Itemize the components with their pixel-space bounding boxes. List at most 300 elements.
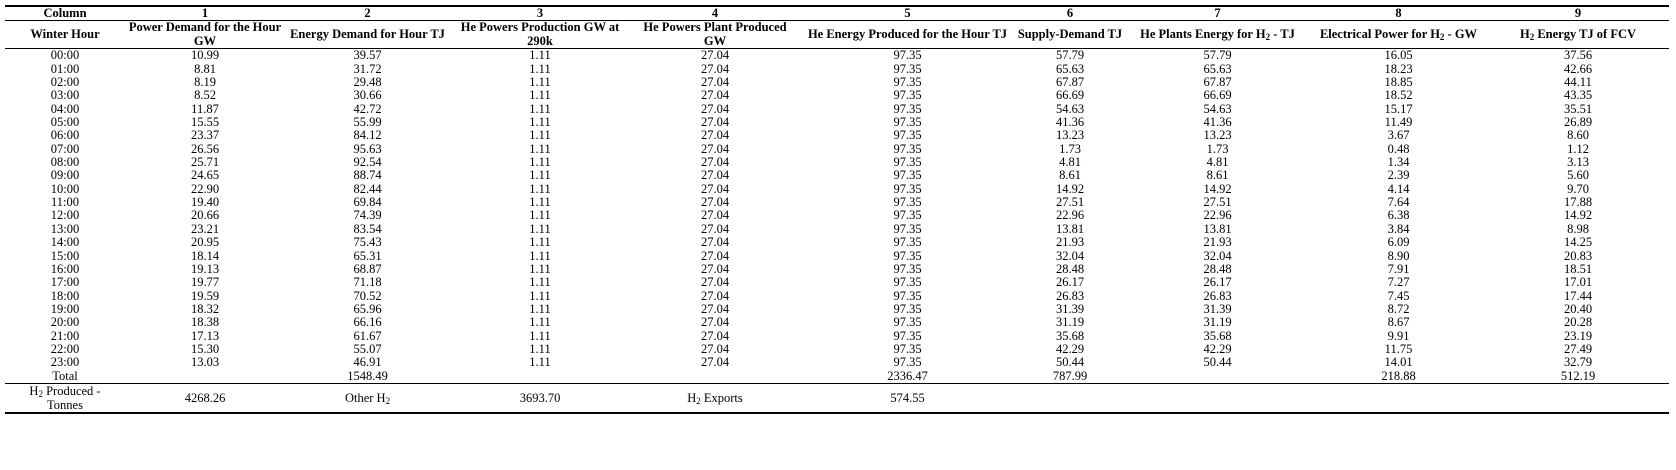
value-cell: 8.60: [1567, 129, 1589, 143]
column-header: [1015, 21, 1125, 49]
hour-cell: 18:00: [50, 289, 80, 303]
table-row: [5, 156, 1669, 169]
value-cell: 27.04: [700, 329, 730, 343]
column-number: 1: [125, 6, 285, 21]
value-cell: 95.63: [353, 142, 382, 156]
hour-cell: 08:00: [50, 156, 80, 170]
value-cell: 10.99: [190, 48, 220, 63]
value-cell: 67.87: [1203, 76, 1232, 90]
hour-cell: 11:00: [50, 196, 79, 210]
column-header-text: - TJ: [1270, 27, 1295, 42]
value-cell: 18.23: [1384, 62, 1413, 76]
hour-cell: 14:00: [50, 236, 80, 250]
value-cell: 31.19: [1055, 316, 1085, 330]
value-cell: 42.29: [1055, 342, 1085, 356]
total-energy-demand: 1548.49: [285, 370, 450, 384]
value-cell: 8.72: [1387, 302, 1410, 316]
subscript: 2: [1265, 32, 1271, 43]
h2-produced-label: $H_2$ Produced - Tonnes: [5, 383, 125, 413]
hour-cell: 00:00: [50, 48, 80, 63]
page: [5, 5, 1669, 414]
column-number: 7: [1125, 6, 1310, 21]
table-row: [5, 143, 1669, 156]
value-cell: 1.73: [1059, 142, 1081, 156]
value-cell: 66.69: [1203, 89, 1232, 103]
value-cell: 15.30: [190, 342, 220, 356]
value-cell: 26.83: [1055, 289, 1085, 303]
table-row: [5, 169, 1669, 182]
total-label: Total: [5, 370, 125, 384]
value-cell: 46.91: [353, 356, 382, 370]
value-cell: 65.96: [353, 302, 382, 316]
value-cell: 97.35: [893, 329, 922, 343]
value-cell: 13.23: [1203, 129, 1232, 143]
value-cell: 7.45: [1387, 289, 1410, 303]
hour-cell: 19:00: [50, 302, 80, 316]
value-cell: 74.39: [353, 209, 382, 223]
value-cell: 13.81: [1203, 222, 1232, 236]
subscript: 2: [1529, 32, 1535, 43]
value-cell: 21.93: [1055, 236, 1085, 250]
value-cell: 97.35: [893, 116, 922, 130]
table-row: [5, 250, 1669, 263]
value-cell: 8.61: [1206, 169, 1229, 183]
value-cell: 68.87: [353, 262, 382, 276]
value-cell: 6.38: [1387, 209, 1410, 223]
value-cell: 1.11: [529, 116, 551, 130]
value-cell: 35.68: [1055, 329, 1085, 343]
hour-cell: 22:00: [50, 342, 80, 356]
table-row: [5, 290, 1669, 303]
value-cell: 19.13: [190, 262, 220, 276]
column-number: 4: [630, 6, 800, 21]
value-cell: 27.04: [700, 142, 730, 156]
value-cell: 1.11: [529, 236, 551, 250]
column-header-text: He Energy Produced for the Hour TJ: [807, 27, 1008, 42]
value-cell: 27.04: [700, 89, 730, 103]
row-label: Winter Hour: [5, 21, 125, 49]
value-cell: 18.85: [1384, 76, 1413, 90]
value-cell: 23.21: [190, 222, 220, 236]
value-cell: 8.81: [194, 62, 216, 76]
value-cell: 35.51: [1563, 102, 1593, 116]
value-cell: 17.44: [1563, 289, 1593, 303]
value-cell: 70.52: [353, 289, 382, 303]
value-cell: 8.98: [1567, 222, 1589, 236]
table-row: [5, 209, 1669, 222]
column-header: [1310, 21, 1487, 49]
value-cell: 20.83: [1563, 249, 1593, 263]
value-cell: 27.04: [700, 276, 730, 290]
value-cell: 1.11: [529, 329, 551, 343]
value-cell: 7.64: [1387, 196, 1410, 210]
value-cell: 41.36: [1203, 116, 1232, 130]
value-cell: 97.35: [893, 76, 922, 90]
value-cell: 20.40: [1563, 302, 1593, 316]
column-header-text: He Plants Energy for H: [1140, 27, 1266, 42]
value-cell: 3.13: [1567, 156, 1589, 170]
value-cell: 1.11: [529, 182, 551, 196]
value-cell: 8.90: [1387, 249, 1410, 263]
column-header-text: H: [1519, 27, 1530, 42]
h2-produced-value: 4268.26: [125, 383, 285, 413]
value-cell: 97.35: [893, 316, 922, 330]
table-row: [5, 76, 1669, 89]
value-cell: 18.52: [1384, 89, 1413, 103]
value-cell: 97.35: [893, 182, 922, 196]
value-cell: 69.84: [353, 196, 382, 210]
footer-row: [5, 383, 1669, 413]
value-cell: 11.87: [191, 102, 219, 116]
value-cell: 5.60: [1567, 169, 1589, 183]
value-cell: 1.11: [529, 196, 551, 210]
value-cell: 19.40: [190, 196, 220, 210]
value-cell: 9.91: [1387, 329, 1410, 343]
column-header: [800, 21, 1015, 49]
value-cell: 32.04: [1055, 249, 1085, 263]
value-cell: 8.52: [194, 89, 216, 103]
column-header: [630, 21, 800, 49]
value-cell: 1.11: [529, 48, 551, 63]
value-cell: 97.35: [893, 302, 922, 316]
table-row: [5, 263, 1669, 276]
value-cell: 1.11: [529, 129, 551, 143]
table-row: [5, 103, 1669, 116]
value-cell: 27.04: [700, 342, 730, 356]
value-cell: 97.35: [893, 262, 922, 276]
hour-cell: 15:00: [50, 249, 80, 263]
value-cell: 30.66: [353, 89, 382, 103]
column-header: [285, 21, 450, 49]
value-cell: 27.04: [700, 48, 730, 63]
value-cell: 97.35: [893, 276, 922, 290]
value-cell: 27.04: [700, 236, 730, 250]
value-cell: 65.31: [353, 249, 382, 263]
value-cell: 27.04: [700, 102, 730, 116]
value-cell: 27.04: [700, 76, 730, 90]
value-cell: 20.95: [190, 236, 220, 250]
hour-cell: 07:00: [50, 142, 80, 156]
value-cell: 1.11: [529, 209, 551, 223]
value-cell: 1.11: [529, 262, 551, 276]
value-cell: 13.81: [1055, 222, 1085, 236]
value-cell: 13.23: [1055, 129, 1085, 143]
value-cell: 18.38: [190, 316, 220, 330]
value-cell: 11.75: [1384, 342, 1413, 356]
table-row: [5, 343, 1669, 356]
value-cell: 26.89: [1563, 116, 1593, 130]
total-energy-produced: 2336.47: [800, 370, 1015, 384]
value-cell: 1.11: [529, 169, 551, 183]
value-cell: 26.17: [1203, 276, 1232, 290]
value-cell: 97.35: [893, 169, 922, 183]
value-cell: 97.35: [893, 236, 922, 250]
value-cell: 83.54: [353, 222, 382, 236]
table-row: [5, 316, 1669, 329]
value-cell: 7.91: [1387, 262, 1410, 276]
value-cell: 3.84: [1387, 222, 1410, 236]
hour-cell: 04:00: [50, 102, 80, 116]
value-cell: 4.81: [1206, 156, 1229, 170]
table-row: [5, 196, 1669, 209]
column-header-text: Energy TJ of FCV: [1534, 27, 1637, 42]
value-cell: 1.11: [529, 356, 551, 370]
value-cell: 27.04: [700, 196, 730, 210]
table-row: [5, 356, 1669, 369]
value-cell: 88.74: [353, 169, 382, 183]
hour-cell: 21:00: [50, 329, 80, 343]
value-cell: 31.72: [353, 62, 382, 76]
value-cell: 67.87: [1055, 76, 1085, 90]
column-header: [450, 21, 630, 49]
value-cell: 1.12: [1567, 142, 1589, 156]
value-cell: 9.70: [1567, 182, 1589, 196]
value-cell: 1.11: [529, 156, 551, 170]
value-cell: 4.14: [1387, 182, 1410, 196]
column-header-text: Supply-Demand TJ: [1017, 27, 1123, 42]
value-cell: 14.92: [1055, 182, 1085, 196]
value-cell: 19.77: [190, 276, 220, 290]
value-cell: 1.11: [529, 102, 551, 116]
value-cell: 97.35: [893, 142, 922, 156]
value-cell: 97.35: [893, 196, 922, 210]
value-cell: 3.67: [1387, 129, 1410, 143]
hour-cell: 09:00: [50, 169, 80, 183]
value-cell: 41.36: [1055, 116, 1085, 130]
value-cell: 43.35: [1563, 89, 1593, 103]
value-cell: 17.13: [190, 329, 220, 343]
value-cell: 97.35: [893, 356, 922, 370]
column-header-text: - GW: [1444, 27, 1478, 42]
total-fcv-energy: 512.19: [1487, 370, 1669, 384]
header-row: [5, 21, 1669, 49]
value-cell: 27.49: [1563, 342, 1593, 356]
value-cell: 97.35: [893, 289, 922, 303]
other-h2-label: Other $H_2$: [285, 383, 450, 413]
value-cell: 6.09: [1387, 236, 1410, 250]
value-cell: 22.96: [1055, 209, 1085, 223]
value-cell: 31.19: [1203, 316, 1232, 330]
column-number: 8: [1310, 6, 1487, 21]
value-cell: 1.11: [529, 316, 551, 330]
hour-cell: 03:00: [50, 89, 80, 103]
value-cell: 8.61: [1059, 169, 1081, 183]
value-cell: 24.65: [190, 169, 220, 183]
value-cell: 17.88: [1563, 196, 1593, 210]
other-h2-value: 3693.70: [450, 383, 630, 413]
hour-cell: 10:00: [50, 182, 80, 196]
table-row: [5, 63, 1669, 76]
value-cell: 1.11: [529, 222, 551, 236]
value-cell: 1.11: [529, 76, 551, 90]
value-cell: 20.66: [190, 209, 220, 223]
value-cell: 19.59: [190, 289, 220, 303]
value-cell: 11.49: [1384, 116, 1413, 130]
value-cell: 29.48: [353, 76, 382, 90]
value-cell: 4.81: [1059, 156, 1081, 170]
value-cell: 97.35: [893, 209, 922, 223]
value-cell: 18.51: [1563, 262, 1593, 276]
value-cell: 14.01: [1384, 356, 1413, 370]
column-header-text: Power Demand for the Hour GW: [128, 20, 282, 48]
value-cell: 1.11: [529, 342, 551, 356]
value-cell: 32.04: [1203, 249, 1232, 263]
hour-cell: 01:00: [50, 62, 80, 76]
h2-exports-value: 574.55: [800, 383, 1015, 413]
value-cell: 84.12: [353, 129, 382, 143]
value-cell: 8.67: [1387, 316, 1410, 330]
hour-cell: 20:00: [50, 316, 80, 330]
value-cell: 57.79: [1055, 48, 1085, 63]
value-cell: 14.92: [1563, 209, 1593, 223]
value-cell: 27.04: [700, 222, 730, 236]
value-cell: 27.04: [700, 169, 730, 183]
value-cell: 1.11: [529, 89, 551, 103]
data-table: [5, 5, 1669, 414]
table-row: [5, 223, 1669, 236]
table-row: [5, 89, 1669, 102]
value-cell: 27.04: [700, 356, 730, 370]
column-number-row: [5, 6, 1669, 21]
value-cell: 57.79: [1203, 48, 1232, 63]
value-cell: 27.51: [1055, 196, 1085, 210]
value-cell: 26.17: [1055, 276, 1085, 290]
value-cell: 21.93: [1203, 236, 1232, 250]
column-header-text: Electrical Power for H: [1319, 27, 1440, 42]
value-cell: 27.04: [700, 249, 730, 263]
value-cell: 42.29: [1203, 342, 1232, 356]
hour-cell: 17:00: [50, 276, 80, 290]
value-cell: 44.11: [1564, 76, 1592, 90]
value-cell: 32.79: [1563, 356, 1593, 370]
value-cell: 27.04: [700, 156, 730, 170]
value-cell: 18.32: [190, 302, 220, 316]
value-cell: 42.66: [1563, 62, 1593, 76]
value-cell: 50.44: [1055, 356, 1085, 370]
table-row: [5, 276, 1669, 289]
hour-cell: 06:00: [50, 129, 80, 143]
value-cell: 23.37: [190, 129, 220, 143]
value-cell: 0.48: [1387, 142, 1410, 156]
table-row: [5, 129, 1669, 142]
value-cell: 16.05: [1384, 48, 1413, 63]
total-row: [5, 370, 1669, 384]
value-cell: 1.11: [529, 289, 551, 303]
value-cell: 8.19: [194, 76, 216, 90]
value-cell: 1.11: [529, 302, 551, 316]
total-electrical-power: 218.88: [1310, 370, 1487, 384]
hour-cell: 05:00: [50, 116, 80, 130]
table-row: [5, 303, 1669, 316]
value-cell: 97.35: [893, 48, 922, 63]
value-cell: 92.54: [353, 156, 382, 170]
value-cell: 66.69: [1055, 89, 1085, 103]
value-cell: 65.63: [1203, 62, 1232, 76]
value-cell: 28.48: [1203, 262, 1232, 276]
column-header: [1125, 21, 1310, 49]
value-cell: 75.43: [353, 236, 382, 250]
value-cell: 50.44: [1203, 356, 1232, 370]
hour-cell: 12:00: [50, 209, 80, 223]
value-cell: 27.04: [700, 262, 730, 276]
column-label: Column: [5, 6, 125, 21]
value-cell: 97.35: [893, 62, 922, 76]
value-cell: 1.73: [1206, 142, 1229, 156]
value-cell: 26.83: [1203, 289, 1232, 303]
column-number: 2: [285, 6, 450, 21]
column-number: 5: [800, 6, 1015, 21]
value-cell: 31.39: [1055, 302, 1085, 316]
hour-cell: 13:00: [50, 222, 80, 236]
total-supply-demand: 787.99: [1015, 370, 1125, 384]
value-cell: 2.39: [1387, 169, 1410, 183]
value-cell: 20.28: [1563, 316, 1593, 330]
value-cell: 22.96: [1203, 209, 1232, 223]
value-cell: 27.04: [700, 182, 730, 196]
value-cell: 28.48: [1055, 262, 1085, 276]
table-row: [5, 183, 1669, 196]
value-cell: 55.07: [353, 342, 382, 356]
column-header: [125, 21, 285, 49]
value-cell: 27.04: [700, 289, 730, 303]
value-cell: 27.51: [1203, 196, 1232, 210]
column-number: 6: [1015, 6, 1125, 21]
value-cell: 31.39: [1203, 302, 1232, 316]
value-cell: 23.19: [1563, 329, 1593, 343]
value-cell: 15.17: [1384, 102, 1413, 116]
value-cell: 97.35: [893, 249, 922, 263]
hour-cell: 02:00: [50, 76, 80, 90]
table-body: [5, 49, 1669, 384]
value-cell: 14.92: [1203, 182, 1232, 196]
value-cell: 61.67: [353, 329, 382, 343]
value-cell: 97.35: [893, 89, 922, 103]
column-header-text: He Powers Production GW at 290k: [460, 20, 620, 48]
value-cell: 26.56: [190, 142, 220, 156]
column-number: 3: [450, 6, 630, 21]
value-cell: 97.35: [893, 342, 922, 356]
value-cell: 66.16: [353, 316, 382, 330]
value-cell: 27.04: [700, 302, 730, 316]
table-row: [5, 49, 1669, 63]
value-cell: 7.27: [1387, 276, 1410, 290]
value-cell: 97.35: [893, 102, 922, 116]
table-row: [5, 330, 1669, 343]
value-cell: 18.14: [190, 249, 220, 263]
value-cell: 27.04: [700, 116, 730, 130]
hour-cell: 16:00: [50, 262, 80, 276]
value-cell: 54.63: [1055, 102, 1085, 116]
value-cell: 1.11: [529, 249, 551, 263]
value-cell: 97.35: [893, 222, 922, 236]
value-cell: 54.63: [1203, 102, 1232, 116]
column-header: [1487, 21, 1669, 49]
value-cell: 27.04: [700, 129, 730, 143]
value-cell: 14.25: [1563, 236, 1593, 250]
value-cell: 1.11: [529, 62, 551, 76]
subscript: 2: [1439, 32, 1445, 43]
value-cell: 27.04: [700, 209, 730, 223]
value-cell: 82.44: [353, 182, 382, 196]
column-header-text: He Powers Plant Produced GW: [643, 20, 787, 48]
value-cell: 42.72: [353, 102, 382, 116]
value-cell: 1.34: [1387, 156, 1410, 170]
table-row: [5, 236, 1669, 249]
value-cell: 17.01: [1563, 276, 1593, 290]
value-cell: 27.04: [700, 62, 730, 76]
hour-cell: 23:00: [50, 356, 80, 370]
value-cell: 13.03: [190, 356, 220, 370]
